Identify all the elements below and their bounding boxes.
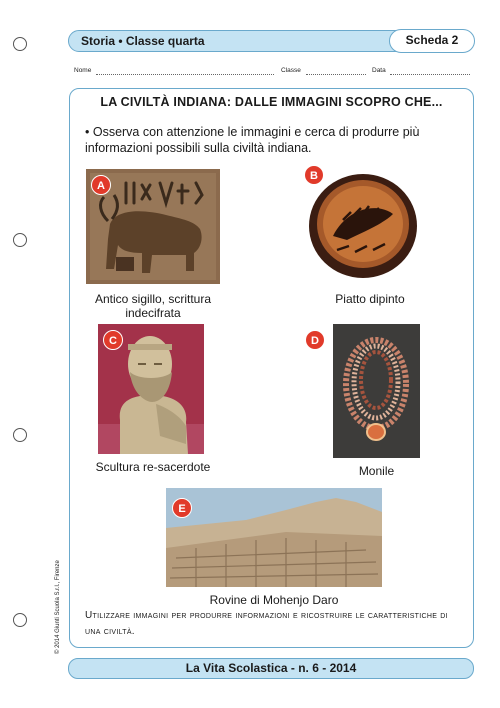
instruction-text: • Osserva con attenzione le immagini e cerca di produrre più informazioni possibili sulla civiltà indiana. (85, 125, 420, 155)
footer-bar: La Vita Scolastica - n. 6 - 2014 (68, 658, 474, 679)
caption-ruins: Rovine di Mohenjo Daro (209, 593, 339, 607)
sheet-number: Scheda 2 (389, 29, 475, 53)
learning-objective: Utilizzare immagini per produrre informazioni e ricostruire le caratteristiche di una civiltà. (85, 610, 448, 637)
seal-image (86, 169, 220, 284)
student-fields (74, 67, 470, 79)
caption-necklace: Monile (358, 464, 395, 478)
name-field[interactable] (96, 74, 274, 75)
binder-hole (13, 37, 27, 51)
badge-d: D (305, 330, 325, 350)
date-field[interactable] (390, 74, 470, 75)
ruins-image (166, 488, 382, 587)
date-label: Data (372, 67, 386, 74)
binder-hole (13, 233, 27, 247)
caption-plate: Piatto dipinto (335, 292, 405, 306)
copyright-note: © 2014 Giunti Scuola S.r.l., Firenze (55, 560, 61, 654)
badge-e: E (172, 498, 192, 518)
badge-c: C (103, 330, 123, 350)
sculpture-image (98, 324, 204, 454)
necklace-illustration (333, 324, 420, 458)
caption-sculpture: Scultura re-sacerdote (95, 460, 211, 474)
header-bar (68, 30, 474, 52)
caption-seal: Antico sigillo, scrittura indecifrata (94, 292, 212, 320)
plate-illustration (307, 168, 418, 280)
plate-image (307, 168, 418, 280)
class-field[interactable] (306, 74, 366, 75)
class-label: Classe (281, 67, 301, 74)
ruins-illustration (166, 488, 382, 587)
binder-hole (13, 428, 27, 442)
binder-hole (13, 613, 27, 627)
necklace-image (311, 324, 420, 458)
name-label: Nome (74, 67, 92, 74)
badge-b: B (304, 165, 324, 185)
page-title: LA CIVILTÀ INDIANA: DALLE IMMAGINI SCOPRO CHE... (100, 95, 443, 109)
subject-label: Storia • Classe quarta (81, 34, 205, 48)
badge-a: A (91, 175, 111, 195)
